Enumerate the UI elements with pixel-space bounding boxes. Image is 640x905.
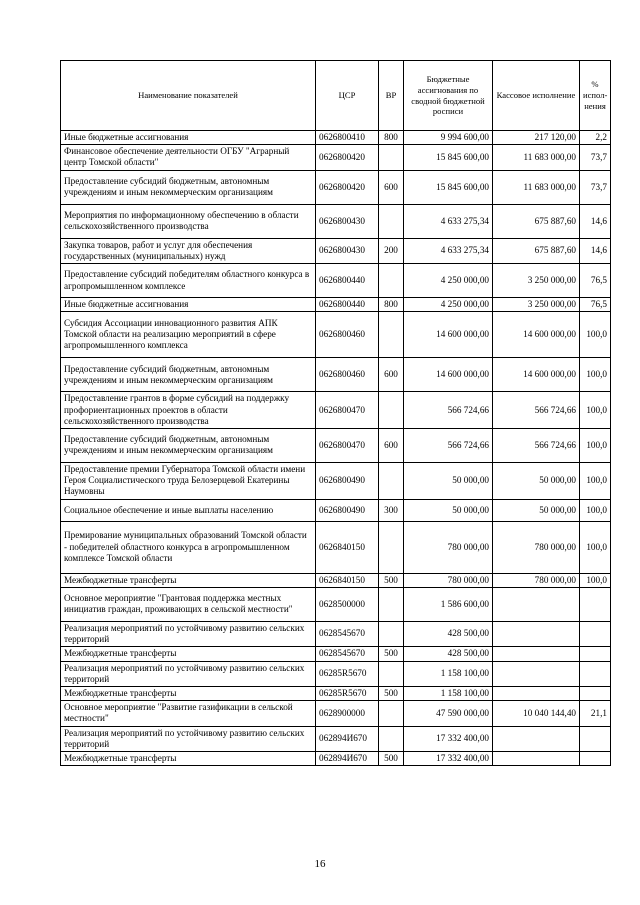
- cell-budget: 14 600 000,00: [404, 358, 493, 392]
- table-row: [61, 312, 611, 358]
- cell-budget: 47 590 000,00: [404, 701, 493, 726]
- table-row: [61, 587, 611, 621]
- cell-budget: 1 586 600,00: [404, 587, 493, 621]
- cell-name: Межбюджетные трансферты: [61, 647, 316, 661]
- cell-budget: 4 633 275,34: [404, 204, 493, 238]
- cell-vr: [379, 521, 404, 573]
- cell-name: Премирование муниципальных образований Томской области - победителей областного конкурса в агропромышленном комплексе Томской области: [61, 521, 316, 573]
- cell-vr: 500: [379, 686, 404, 700]
- cell-vr: 500: [379, 647, 404, 661]
- cell-name: Социальное обеспечение и иные выплаты населению: [61, 499, 316, 521]
- cell-budget: 566 724,66: [404, 428, 493, 462]
- cell-csr: 0626800460: [316, 358, 379, 392]
- table-header-row: [61, 61, 611, 131]
- cell-budget: 428 500,00: [404, 621, 493, 646]
- cell-csr: 0626800490: [316, 462, 379, 499]
- cell-name: Иные бюджетные ассигнования: [61, 131, 316, 145]
- cell-csr: 0626840150: [316, 573, 379, 587]
- cell-name: Основное мероприятие "Развитие газификации в сельской местности": [61, 701, 316, 726]
- cell-budget: 566 724,66: [404, 392, 493, 429]
- table-row: [61, 358, 611, 392]
- cell-name: Предоставление субсидий бюджетным, автономным учреждениям и иным некоммерческим организациям: [61, 428, 316, 462]
- cell-cash: 217 120,00: [493, 131, 580, 145]
- cell-pct: 76,5: [580, 264, 611, 298]
- cell-csr: 0626800470: [316, 428, 379, 462]
- cell-name: Предоставление грантов в форме субсидий на поддержку профориентационных проектов в области сельскохозяйственного производства: [61, 392, 316, 429]
- cell-pct: [580, 661, 611, 686]
- cell-cash: 3 250 000,00: [493, 298, 580, 312]
- table-row: [61, 647, 611, 661]
- cell-name: Иные бюджетные ассигнования: [61, 298, 316, 312]
- cell-csr: 0626800420: [316, 145, 379, 170]
- cell-pct: 100,0: [580, 499, 611, 521]
- cell-cash: [493, 647, 580, 661]
- cell-vr: 300: [379, 499, 404, 521]
- cell-pct: 100,0: [580, 312, 611, 358]
- table-row: [61, 204, 611, 238]
- cell-name: Реализация мероприятий по устойчивому развитию сельских территорий: [61, 726, 316, 751]
- header-csr: ЦСР: [316, 61, 379, 131]
- cell-name: Финансовое обеспечение деятельности ОГБУ "Аграрный центр Томской области": [61, 145, 316, 170]
- cell-vr: 600: [379, 428, 404, 462]
- cell-vr: [379, 621, 404, 646]
- table-row: [61, 573, 611, 587]
- budget-execution-table: [60, 60, 611, 766]
- cell-csr: 0628500000: [316, 587, 379, 621]
- cell-pct: 14,6: [580, 204, 611, 238]
- cell-vr: [379, 264, 404, 298]
- cell-pct: 21,1: [580, 701, 611, 726]
- cell-budget: 780 000,00: [404, 573, 493, 587]
- cell-budget: 4 250 000,00: [404, 298, 493, 312]
- cell-name: Предоставление премии Губернатора Томской области имени Героя Социалистического труда Белозерцевой Екатерины Наумовны: [61, 462, 316, 499]
- cell-cash: 675 887,60: [493, 204, 580, 238]
- cell-cash: 10 040 144,40: [493, 701, 580, 726]
- header-budget: Бюджетные ассигнования по сводной бюджетной росписи: [404, 61, 493, 131]
- cell-budget: 17 332 400,00: [404, 726, 493, 751]
- cell-cash: [493, 752, 580, 766]
- cell-name: Предоставление субсидий бюджетным, автономным учреждениям и иным некоммерческим организациям: [61, 170, 316, 204]
- cell-pct: [580, 587, 611, 621]
- cell-vr: 600: [379, 358, 404, 392]
- cell-cash: 780 000,00: [493, 573, 580, 587]
- cell-vr: [379, 462, 404, 499]
- cell-budget: 780 000,00: [404, 521, 493, 573]
- cell-cash: 780 000,00: [493, 521, 580, 573]
- cell-pct: 100,0: [580, 573, 611, 587]
- cell-name: Субсидия Ассоциации инновационного развития АПК Томской области на реализацию мероприятий в сфере агропромышленного комплекса: [61, 312, 316, 358]
- cell-vr: [379, 204, 404, 238]
- cell-csr: 0626800490: [316, 499, 379, 521]
- cell-pct: [580, 686, 611, 700]
- cell-pct: 2,2: [580, 131, 611, 145]
- cell-cash: [493, 621, 580, 646]
- cell-name: Мероприятия по информационному обеспечению в области сельскохозяйственного производства: [61, 204, 316, 238]
- cell-budget: 4 633 275,34: [404, 238, 493, 263]
- cell-csr: 0628545670: [316, 647, 379, 661]
- cell-csr: 0626800420: [316, 170, 379, 204]
- cell-pct: 14,6: [580, 238, 611, 263]
- cell-vr: 800: [379, 298, 404, 312]
- cell-budget: 15 845 600,00: [404, 145, 493, 170]
- cell-name: Межбюджетные трансферты: [61, 752, 316, 766]
- cell-csr: 0626800460: [316, 312, 379, 358]
- cell-cash: [493, 661, 580, 686]
- header-pct: % испол-нения: [580, 61, 611, 131]
- cell-csr: 0626840150: [316, 521, 379, 573]
- cell-name: Реализация мероприятий по устойчивому развитию сельских территорий: [61, 661, 316, 686]
- cell-vr: 200: [379, 238, 404, 263]
- cell-cash: [493, 686, 580, 700]
- cell-cash: 566 724,66: [493, 428, 580, 462]
- cell-cash: [493, 726, 580, 751]
- cell-csr: 06285R5670: [316, 661, 379, 686]
- cell-vr: [379, 145, 404, 170]
- cell-csr: 0626800430: [316, 238, 379, 263]
- cell-cash: [493, 587, 580, 621]
- cell-budget: 428 500,00: [404, 647, 493, 661]
- cell-pct: [580, 621, 611, 646]
- cell-budget: 17 332 400,00: [404, 752, 493, 766]
- cell-pct: [580, 752, 611, 766]
- cell-cash: 50 000,00: [493, 462, 580, 499]
- cell-vr: 500: [379, 752, 404, 766]
- cell-budget: 1 158 100,00: [404, 686, 493, 700]
- table-row: [61, 131, 611, 145]
- cell-csr: 0628900000: [316, 701, 379, 726]
- cell-pct: 73,7: [580, 145, 611, 170]
- cell-cash: 3 250 000,00: [493, 264, 580, 298]
- table-row: [61, 752, 611, 766]
- cell-pct: 100,0: [580, 392, 611, 429]
- table-row: [61, 428, 611, 462]
- cell-cash: 675 887,60: [493, 238, 580, 263]
- table-row: [61, 298, 611, 312]
- cell-name: Предоставление субсидий победителям областного конкурса в агропромышленном комплексе: [61, 264, 316, 298]
- cell-name: Основное мероприятие "Грантовая поддержка местных инициатив граждан, проживающих в сельской местности": [61, 587, 316, 621]
- table-row: [61, 462, 611, 499]
- cell-vr: 800: [379, 131, 404, 145]
- header-vr: ВР: [379, 61, 404, 131]
- cell-name: Межбюджетные трансферты: [61, 686, 316, 700]
- cell-budget: 14 600 000,00: [404, 312, 493, 358]
- cell-csr: 0626800410: [316, 131, 379, 145]
- cell-vr: [379, 726, 404, 751]
- cell-csr: 062894И670: [316, 752, 379, 766]
- cell-budget: 50 000,00: [404, 462, 493, 499]
- header-cash: Кассовое исполнение: [493, 61, 580, 131]
- cell-pct: 100,0: [580, 462, 611, 499]
- cell-name: Межбюджетные трансферты: [61, 573, 316, 587]
- cell-csr: 06285R5670: [316, 686, 379, 700]
- cell-pct: 100,0: [580, 521, 611, 573]
- cell-cash: 11 683 000,00: [493, 170, 580, 204]
- cell-vr: 600: [379, 170, 404, 204]
- cell-vr: 500: [379, 573, 404, 587]
- cell-budget: 15 845 600,00: [404, 170, 493, 204]
- cell-pct: 73,7: [580, 170, 611, 204]
- cell-cash: 14 600 000,00: [493, 312, 580, 358]
- cell-pct: 100,0: [580, 428, 611, 462]
- cell-cash: 11 683 000,00: [493, 145, 580, 170]
- cell-csr: 0626800440: [316, 264, 379, 298]
- table-row: [61, 145, 611, 170]
- table-row: [61, 726, 611, 751]
- cell-budget: 50 000,00: [404, 499, 493, 521]
- table-body: [61, 131, 611, 766]
- table-row: [61, 521, 611, 573]
- table-row: [61, 621, 611, 646]
- table-row: [61, 264, 611, 298]
- cell-cash: 50 000,00: [493, 499, 580, 521]
- table-row: [61, 499, 611, 521]
- cell-budget: 9 994 600,00: [404, 131, 493, 145]
- cell-name: Реализация мероприятий по устойчивому развитию сельских территорий: [61, 621, 316, 646]
- table-row: [61, 661, 611, 686]
- cell-budget: 4 250 000,00: [404, 264, 493, 298]
- table-row: [61, 170, 611, 204]
- cell-vr: [379, 661, 404, 686]
- cell-cash: 566 724,66: [493, 392, 580, 429]
- table-row: [61, 238, 611, 263]
- cell-csr: 0628545670: [316, 621, 379, 646]
- cell-pct: [580, 647, 611, 661]
- header-name: Наименование показателей: [61, 61, 316, 131]
- cell-csr: 0626800440: [316, 298, 379, 312]
- cell-vr: [379, 587, 404, 621]
- cell-name: Предоставление субсидий бюджетным, автономным учреждениям и иным некоммерческим организациям: [61, 358, 316, 392]
- cell-pct: 76,5: [580, 298, 611, 312]
- cell-cash: 14 600 000,00: [493, 358, 580, 392]
- cell-name: Закупка товаров, работ и услуг для обеспечения государственных (муниципальных) нужд: [61, 238, 316, 263]
- cell-csr: 062894И670: [316, 726, 379, 751]
- cell-csr: 0626800430: [316, 204, 379, 238]
- cell-pct: 100,0: [580, 358, 611, 392]
- table-row: [61, 392, 611, 429]
- table-row: [61, 701, 611, 726]
- cell-pct: [580, 726, 611, 751]
- cell-vr: [379, 312, 404, 358]
- cell-vr: [379, 701, 404, 726]
- cell-vr: [379, 392, 404, 429]
- page-number: 16: [314, 858, 326, 870]
- table-row: [61, 686, 611, 700]
- cell-csr: 0626800470: [316, 392, 379, 429]
- cell-budget: 1 158 100,00: [404, 661, 493, 686]
